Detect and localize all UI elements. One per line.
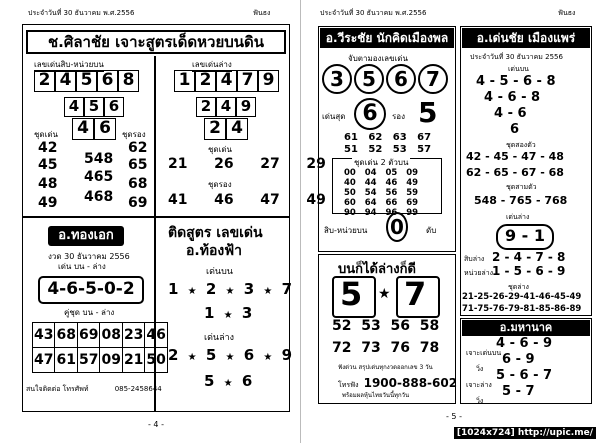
digit-cell: 9 [236, 97, 256, 117]
grid-cell: 43 [33, 323, 55, 348]
row-value: 65 [128, 157, 148, 173]
grid-cell: 50 [145, 348, 167, 373]
right-pair-row [204, 118, 248, 140]
left-label-sip-nuay: เลขเด่นสิบ-หน่วยบน [34, 58, 104, 72]
wirat-title: อ.วีระชัย นักคิดเมืองพล [320, 28, 454, 48]
tongfa-label-bottom: เด่นล่าง [204, 333, 235, 343]
wirat-best-circle: 6 [354, 98, 386, 130]
digit-cell: 2 [196, 97, 216, 117]
left-title: ช.ศิลาชัย เจาะสูตรเด็ดหวยบนดิน [26, 30, 286, 54]
sakchai-top-4: 6 [510, 122, 520, 137]
row-value: 56 [390, 318, 410, 334]
mahanak-value: 5 - 6 - 7 [496, 368, 553, 383]
row-value: 78 [419, 340, 440, 356]
lucky-phone: 1900-888-602 [363, 376, 458, 390]
sakchai-date: ประจำวันที่ 30 ธันวาคม 2556 [470, 53, 563, 61]
grid-cell: 08 [100, 323, 122, 348]
wirat-circle-1: 3 [322, 64, 352, 94]
digit-cell: 5 [76, 70, 97, 92]
tongfa-title2: อ.ท้องฟ้า [186, 243, 242, 259]
sakchai-unit-label: หน่วยล่าง [464, 269, 494, 277]
lucky-big2: 7 [404, 275, 427, 313]
sakchai-set-1: 21-25-26-29-41-46-45-49 [462, 292, 582, 302]
row-value: 48 [38, 176, 58, 192]
star-icon: ★ [225, 286, 235, 297]
list-item: 40 44 46 49 [344, 178, 419, 188]
tongek-sub: เด่น บน - ล่าง [58, 262, 106, 271]
tongek-footer [26, 384, 162, 395]
row-value: 29 [306, 156, 326, 172]
wirat-sip-circle: 0 [386, 212, 408, 242]
wirat-second: 5 [418, 96, 438, 129]
digit: 7 [281, 280, 293, 298]
digit: 9 [281, 346, 293, 364]
left-page [8, 0, 326, 443]
star-icon: ★ [378, 286, 391, 302]
tongfa-top-row [168, 280, 292, 298]
digit-cell: 2 [204, 118, 226, 140]
left-label-sub: ชุดรอง [122, 130, 146, 139]
sakchai-label-set: ชุดล่าง [508, 283, 529, 291]
sakchai-sip-label: สิบล่าง [464, 255, 485, 263]
star-icon: ★ [263, 352, 273, 363]
mahanak-label: วิ่ง [476, 365, 484, 373]
star-icon: ★ [263, 286, 273, 297]
sakchai-label-bottom: เด่นล่าง [506, 213, 530, 221]
digit: 5 [204, 372, 215, 390]
table-row [33, 348, 168, 373]
wirat-circle-4: 7 [418, 64, 448, 94]
left-header-date: ประจำวันที่ 30 ธันวาคม พ.ศ.2556 [28, 9, 135, 17]
row-value: 53 [392, 144, 407, 155]
wirat-sub-label: รอง [392, 112, 406, 121]
digit: 1 [168, 280, 179, 298]
digit: 6 [241, 372, 253, 390]
digit: 3 [243, 280, 255, 298]
digit-cell: 6 [94, 118, 116, 140]
row-value: 58 [419, 318, 440, 334]
tongek-pair-label: คู่ชุด บน - ล่าง [64, 308, 115, 317]
star-icon: ★ [223, 378, 233, 389]
row-value: 51 [344, 144, 358, 155]
digit: 2 [168, 346, 179, 364]
tongek-main: 4-6-5-0-2 [38, 276, 144, 304]
row-value: 62 [128, 140, 148, 156]
row-value: 46 [214, 192, 234, 208]
mahanak-value: 4 - 6 - 9 [496, 336, 553, 351]
grid-cell: 23 [122, 323, 144, 348]
grid-cell: 61 [55, 348, 77, 373]
digit-cell: 7 [237, 70, 258, 92]
row-value: 26 [214, 156, 234, 172]
sakchai-two-1: 42 - 45 - 47 - 48 [466, 150, 564, 163]
list-item: 50 54 56 59 [344, 188, 419, 198]
mahanak-label: เจาะล่าง [466, 381, 492, 389]
digit-cell: 4 [72, 118, 94, 140]
tongek-date: งวด 30 ธันวาคม 2556 [48, 252, 130, 261]
star-icon: ★ [223, 310, 233, 321]
lucky-title: บนก็ได้ล่างก็ดี [338, 262, 416, 277]
right-header-tag: ฟันธง [558, 9, 576, 17]
mahanak-label: วิ่ง [476, 397, 484, 405]
row-value: 72 [332, 340, 352, 356]
digit-cell: 2 [34, 70, 55, 92]
left-row-3 [38, 169, 148, 192]
right-page [308, 0, 598, 443]
row-value: 62 [368, 132, 383, 143]
right-label-mid: ชุดรอง [208, 180, 232, 189]
table-row [33, 323, 168, 348]
watermark: [1024x724] http://upic.me/ [454, 427, 596, 439]
row-value: 68 [128, 176, 148, 192]
mahanak-value: 5 - 7 [502, 384, 535, 399]
sakchai-top-2: 4 - 6 - 8 [484, 90, 541, 105]
sakchai-two-2: 62 - 65 - 67 - 68 [466, 166, 564, 179]
lucky-promo: ฟังด่วน สรุปเด่นทุกงวดออกเลข 3 วัน [338, 364, 433, 371]
left-vdivider-2 [154, 216, 156, 412]
wirat-row-2 [344, 144, 431, 155]
digit: 6 [243, 346, 255, 364]
digit-cell: 4 [55, 70, 76, 92]
lucky-phone-line [338, 372, 457, 391]
wirat-sip-suffix: ดับ [426, 226, 437, 235]
list-item: 00 04 05 09 [344, 168, 419, 178]
wirat-two-list [344, 168, 418, 218]
row-value: 57 [417, 144, 432, 155]
left-vdivider [154, 56, 156, 216]
page-gutter [300, 0, 301, 443]
digit: 2 [205, 280, 217, 298]
row-value: 52 [368, 144, 383, 155]
wirat-circle-3: 6 [386, 64, 416, 94]
sakchai-title: อ.เด่นชัย เมืองแพร่ [462, 28, 590, 48]
right-digits-row [174, 70, 279, 92]
right-page-number: - 5 - [446, 412, 462, 421]
row-value: 49 [306, 192, 326, 208]
mahanak-row-4 [476, 384, 535, 407]
row-value: 69 [128, 195, 148, 211]
row-value: 548 [84, 151, 114, 167]
lucky-phone-label: โทรฟัง [338, 381, 359, 389]
digit-cell: 4 [216, 97, 236, 117]
tongfa-bottom-pair [204, 372, 252, 390]
left-row-2 [38, 151, 148, 173]
right-row-1 [168, 156, 326, 172]
left-page-number: - 4 - [148, 420, 164, 429]
digit-cell: 5 [84, 97, 104, 117]
digit-cell: 2 [195, 70, 216, 92]
digit-cell: 1 [174, 70, 195, 92]
sakchai-three: 548 - 765 - 768 [474, 194, 568, 207]
digit: 5 [205, 346, 217, 364]
row-value: 45 [38, 157, 58, 173]
row-value: 63 [392, 132, 407, 143]
row-value: 61 [344, 132, 358, 143]
star-icon: ★ [225, 352, 235, 363]
digit-cell: 8 [118, 70, 139, 92]
row-value: 27 [260, 156, 280, 172]
tongek-footer-phone: 085-2458644 [114, 385, 162, 393]
wirat-best-label: เด่นสุด [322, 112, 346, 121]
row-value: 49 [38, 195, 58, 211]
left-hdivider [22, 216, 290, 218]
left-pair-row [72, 118, 116, 140]
row-value: 52 [332, 318, 352, 334]
mahanak-value: 6 - 9 [502, 352, 535, 367]
sakchai-top-1: 4 - 5 - 6 - 8 [476, 74, 556, 89]
tongfa-top-pair [204, 304, 252, 322]
sakchai-label-two: ชุดสองตัว [506, 141, 536, 149]
right-triple-row [196, 96, 256, 117]
grid-cell: 68 [55, 323, 77, 348]
row-value: 73 [361, 340, 381, 356]
left-header-tag: ฟันธง [253, 9, 271, 17]
tongek-grid [32, 322, 168, 373]
tongfa-bottom-row [168, 346, 292, 364]
row-value: 76 [390, 340, 410, 356]
tongek-title: อ.ทองเอก [48, 226, 124, 246]
mahanak-title: อ.มหานาค [462, 320, 590, 336]
left-label-main: ชุดเด่น [34, 130, 59, 139]
lucky-big1: 5 [340, 275, 363, 313]
wirat-circle-2: 5 [354, 64, 384, 94]
row-value: 42 [38, 140, 58, 156]
sakchai-top-3: 4 - 6 [494, 106, 527, 121]
grid-cell: 46 [145, 323, 167, 348]
row-value: 41 [168, 192, 188, 208]
digit: 3 [241, 304, 253, 322]
right-header-date: ประจำวันที่ 30 ธันวาคม พ.ศ.2556 [320, 9, 427, 17]
left-triple-row [64, 96, 124, 117]
row-value: 21 [168, 156, 188, 172]
digit-cell: 6 [97, 70, 118, 92]
mahanak-row-1 [466, 336, 553, 359]
sakchai-bottom-pair: 9 - 1 [496, 224, 554, 250]
star-icon: ★ [187, 352, 197, 363]
digit-cell: 9 [258, 70, 279, 92]
digit-cell: 4 [226, 118, 248, 140]
list-item: 60 64 66 69 [344, 198, 419, 208]
tongfa-title1: ติดสูตร เลขเด่น [168, 225, 263, 241]
lucky-row-2 [332, 340, 439, 356]
wirat-two-label: ชุดเด่น 2 ตัวบน [354, 158, 409, 167]
sakchai-unit-line: 1 - 5 - 6 - 9 [492, 264, 566, 278]
grid-cell: 09 [100, 348, 122, 373]
sakchai-sip-line: 2 - 4 - 7 - 8 [492, 250, 566, 264]
grid-cell: 21 [122, 348, 144, 373]
row-value: 468 [84, 189, 114, 205]
grid-cell: 69 [77, 323, 99, 348]
digit: 1 [204, 304, 215, 322]
row-value: 67 [417, 132, 432, 143]
star-icon: ★ [187, 286, 197, 297]
sakchai-label-top: เด่นบน [508, 65, 529, 73]
row-value: 47 [260, 192, 280, 208]
sakchai-label-three: ชุดสามตัว [506, 183, 537, 191]
digit-cell: 6 [104, 97, 124, 117]
lucky-row-1 [332, 318, 439, 334]
row-value: 53 [361, 318, 381, 334]
right-row-2 [168, 192, 326, 208]
grid-cell: 57 [77, 348, 99, 373]
grid-cell: 47 [33, 348, 55, 373]
wirat-sip-label: สิบ-หน่วยบน [324, 226, 368, 235]
row-value: 465 [84, 169, 114, 185]
digit-cell: 4 [64, 97, 84, 117]
digit-cell: 4 [216, 70, 237, 92]
right-label-top: ชุดเด่น [208, 145, 233, 154]
wirat-row-1 [344, 132, 431, 143]
wirat-sub: จับตามองเลขเด่น [348, 54, 408, 63]
left-digits-row [34, 70, 139, 92]
lucky-footer: พร้อมผลหุ้นไทยวันนี้ทุกวัน [342, 392, 410, 399]
list-item: 90 94 96 99 [344, 208, 419, 218]
sakchai-set-2: 71-75-76-79-81-85-86-89 [462, 304, 582, 314]
tongek-footer-label: สนใจติดต่อ โทรศัพท์ [26, 385, 89, 393]
mahanak-label: เจาะเด่นบน [466, 349, 502, 357]
left-row-1 [38, 140, 148, 156]
left-row-4 [38, 189, 148, 211]
right-label-lower: เลขเด่นล่าง [192, 58, 232, 72]
tongfa-label-top: เด่นบน [206, 267, 233, 277]
